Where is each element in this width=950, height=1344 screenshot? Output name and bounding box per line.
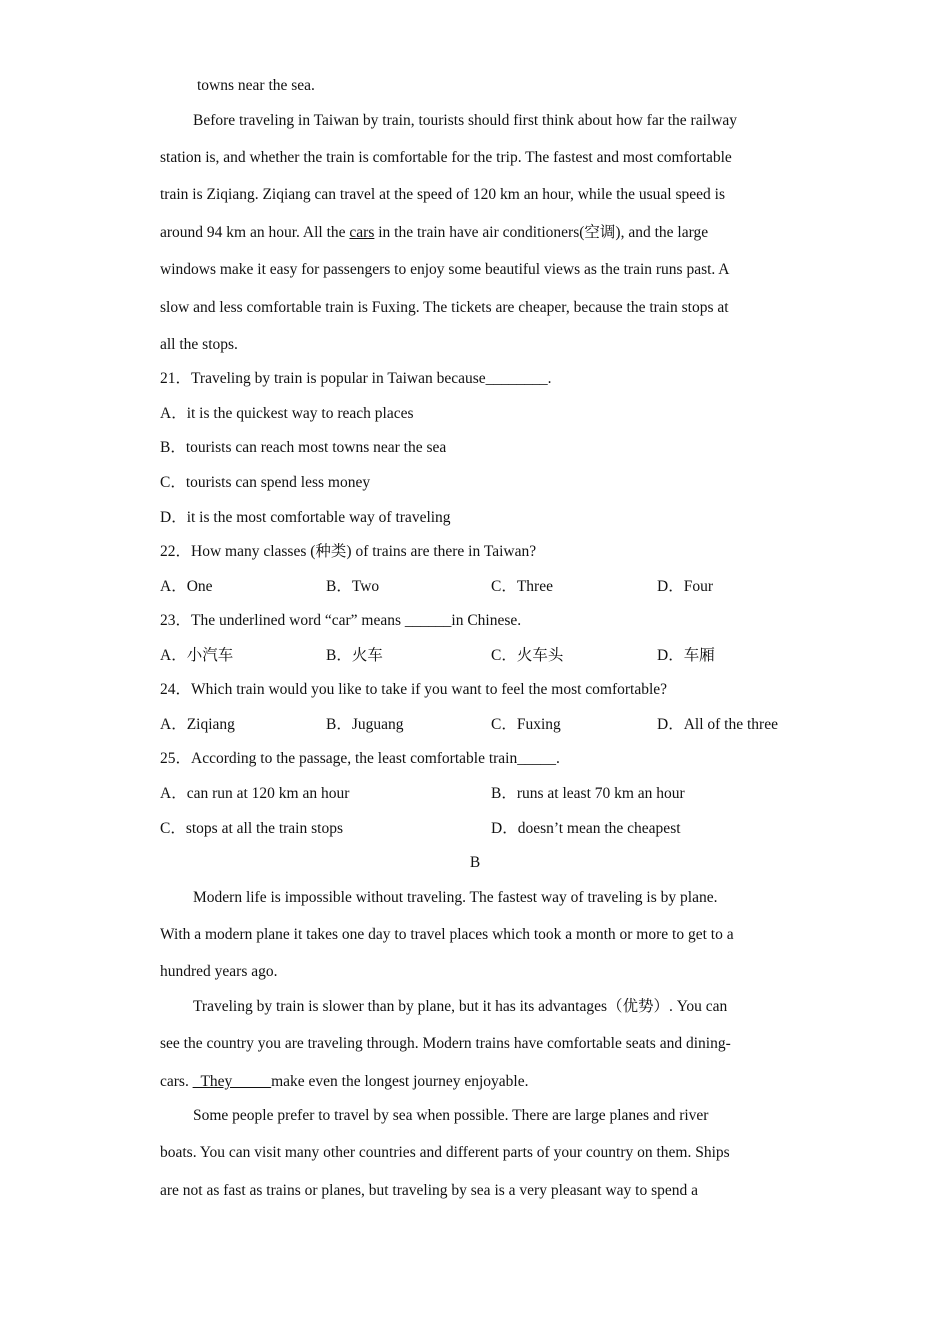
question-24-stem: 24．Which train would you like to take if you want to feel the most comfortable?	[160, 681, 668, 698]
passage-a-line-2: station is, and whether the train is comfortable for the trip. The fastest and most comfortable	[160, 149, 732, 166]
passage-b-line-5: see the country you are traveling through. Modern trains have comfortable seats and dining-	[160, 1035, 731, 1052]
question-23-option-d: D．车厢	[657, 647, 715, 664]
question-23-stem: 23．The underlined word “car” means ______in Chinese.	[160, 612, 522, 629]
question-25-option-b: B．runs at least 70 km an hour	[491, 785, 685, 802]
question-23-option-b: B．火车	[326, 647, 383, 664]
question-24-option-b: B．Juguang	[326, 716, 404, 733]
passage-b-line-9: are not as fast as trains or planes, but traveling by sea is a very pleasant way to spend a	[160, 1182, 699, 1199]
underlined-word-cars: cars	[349, 224, 375, 241]
passage-a-line-7: all the stops.	[160, 336, 238, 353]
section-b-heading: B	[469, 854, 481, 871]
question-25-stem: 25．According to the passage, the least comfortable train_____.	[160, 750, 560, 767]
passage-a-line-6: slow and less comfortable train is Fuxing. The tickets are cheaper, because the train stops at	[160, 299, 729, 316]
underlined-word-they: _They_____	[192, 1073, 272, 1090]
question-22-option-b: B．Two	[326, 578, 380, 595]
passage-b-line-1: Modern life is impossible without traveling. The fastest way of traveling is by plane.	[193, 889, 718, 906]
passage-a-line-0: towns near the sea.	[197, 77, 315, 94]
passage-b-line-7: Some people prefer to travel by sea when possible. There are large planes and river	[193, 1107, 709, 1124]
passage-b-line-2: With a modern plane it takes one day to travel places which took a month or more to get to a	[160, 926, 734, 943]
question-24-option-c: C．Fuxing	[491, 716, 561, 733]
passage-b-line-6: cars. _They_____make even the longest journey enjoyable.	[160, 1073, 529, 1090]
question-22-option-d: D．Four	[657, 578, 713, 595]
passage-a-line-4: around 94 km an hour. All the cars in the train have air conditioners(空调), and the large	[160, 224, 709, 241]
question-22-stem: 22．How many classes (种类) of trains are there in Taiwan?	[160, 543, 537, 560]
question-25-option-c: C．stops at all the train stops	[160, 820, 343, 837]
question-21-option-b: B．tourists can reach most towns near the sea	[160, 439, 447, 456]
question-23-option-c: C．火车头	[491, 647, 564, 664]
passage-a-line-5: windows make it easy for passengers to enjoy some beautiful views as the train runs past. A	[160, 261, 730, 278]
question-21-option-d: D．it is the most comfortable way of traveling	[160, 509, 451, 526]
passage-b-line-8: boats. You can visit many other countries and different parts of your country on them. Ships	[160, 1144, 730, 1161]
question-23-option-a: A．小汽车	[160, 647, 234, 664]
question-24-option-d: D．All of the three	[657, 716, 778, 733]
passage-a-line-3: train is Ziqiang. Ziqiang can travel at the speed of 120 km an hour, while the usual speed is	[160, 186, 725, 203]
passage-b-line-3: hundred years ago.	[160, 963, 278, 980]
question-21-stem: 21．Traveling by train is popular in Taiwan because________.	[160, 370, 552, 387]
question-25-option-a: A．can run at 120 km an hour	[160, 785, 350, 802]
question-24-option-a: A．Ziqiang	[160, 716, 235, 733]
question-25-option-d: D．doesn’t mean the cheapest	[491, 820, 681, 837]
question-22-option-c: C．Three	[491, 578, 553, 595]
question-21-option-a: A．it is the quickest way to reach places	[160, 405, 414, 422]
question-21-option-c: C．tourists can spend less money	[160, 474, 371, 491]
passage-b-line-4: Traveling by train is slower than by plane, but it has its advantages（优势）. You can	[193, 998, 728, 1015]
passage-a-line-1: Before traveling in Taiwan by train, tourists should first think about how far the railway	[193, 112, 738, 129]
question-22-option-a: A．One	[160, 578, 213, 595]
